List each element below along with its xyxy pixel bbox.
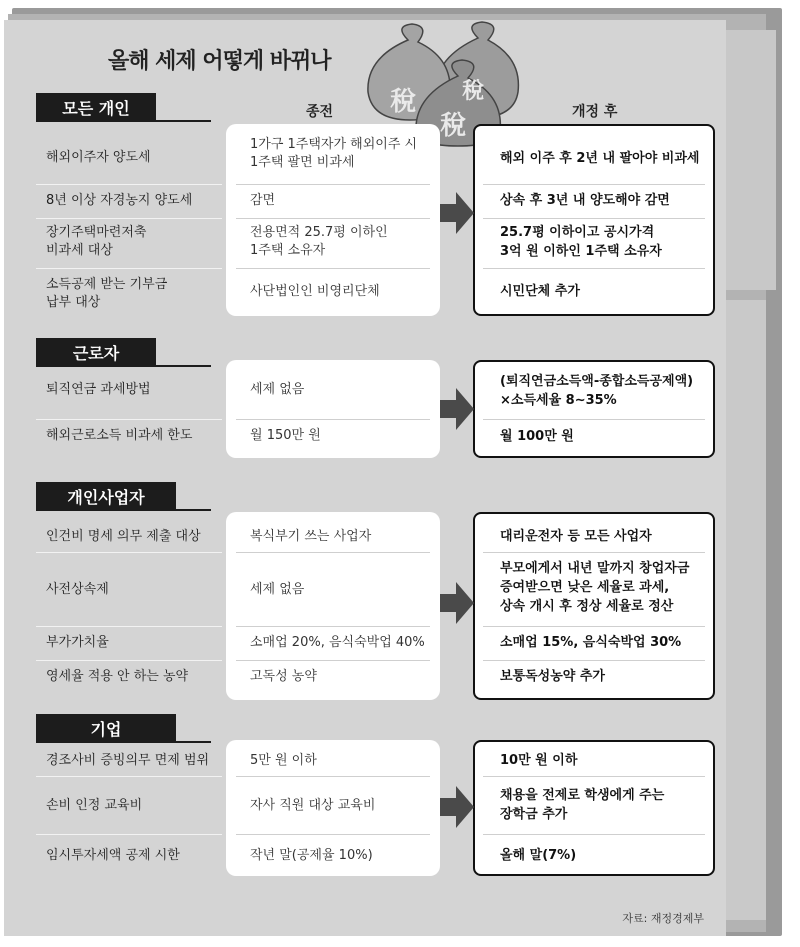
section-underline <box>36 120 211 122</box>
row-before: 세제 없음 <box>250 382 305 397</box>
row-after: 부모에게서 내년 말까지 창업자금 증여받으면 낮은 세율로 과세, 상속 개시 후 정상 세율로 정산 <box>500 561 690 614</box>
row-after: 10만 원 이하 <box>500 753 578 768</box>
paper-fold-tab <box>726 30 776 290</box>
row-divider <box>483 626 705 627</box>
row-before: 세제 없음 <box>250 582 305 597</box>
bag-char-left: 稅 <box>390 87 417 117</box>
row-divider <box>483 218 705 219</box>
section-underline <box>36 741 211 743</box>
row-divider <box>236 834 430 835</box>
row-before: 작년 말(공제율 10%) <box>250 848 373 863</box>
row-divider <box>236 776 430 777</box>
row-item: 퇴직연금 과세방법 <box>46 382 151 397</box>
row-before: 전용면적 25.7평 이하인 1주택 소유자 <box>250 225 388 258</box>
row-divider <box>236 184 430 185</box>
arrow-right-icon <box>440 786 474 828</box>
row-after: 채용을 전제로 학생에게 주는 장학금 추가 <box>500 788 665 822</box>
arrow-right-icon <box>440 192 474 234</box>
row-before: 월 150만 원 <box>250 428 321 443</box>
row-divider <box>236 268 430 269</box>
row-before: 소매업 20%, 음식숙박업 40% <box>250 635 425 650</box>
section-label-all-individuals: 모든 개인 <box>36 93 156 121</box>
page-title: 올해 세제 어떻게 바뀌나 <box>108 49 331 74</box>
row-item: 인건비 명세 의무 제출 대상 <box>46 529 201 544</box>
row-divider <box>36 834 222 835</box>
section-label-corporations: 기업 <box>36 714 176 742</box>
paper-fold-tab-2 <box>726 300 766 920</box>
row-before: 자사 직원 대상 교육비 <box>250 798 376 813</box>
row-after: (퇴직연금소득액-종합소득공제액) ×소득세율 8∼35% <box>500 374 694 408</box>
row-after: 대리운전자 등 모든 사업자 <box>500 529 652 544</box>
section-underline <box>36 365 211 367</box>
row-item: 소득공제 받는 기부금 납부 대상 <box>46 277 168 310</box>
row-before: 5만 원 이하 <box>250 753 317 768</box>
arrow-right-icon <box>440 388 474 430</box>
row-divider <box>236 552 430 553</box>
row-after: 올해 말(7%) <box>500 848 577 863</box>
row-item: 부가가치율 <box>46 635 109 650</box>
row-divider <box>36 419 222 420</box>
row-divider <box>236 218 430 219</box>
row-divider <box>36 776 222 777</box>
section-label-self-employed: 개인사업자 <box>36 482 176 510</box>
row-divider <box>36 552 222 553</box>
row-item: 사전상속제 <box>46 582 109 597</box>
row-item: 해외이주자 양도세 <box>46 150 151 165</box>
row-item: 경조사비 증빙의무 면제 범위 <box>46 753 210 768</box>
bag-char-front: 稅 <box>440 111 467 141</box>
column-header-before: 종전 <box>306 104 334 120</box>
row-divider <box>36 184 222 185</box>
row-divider <box>236 419 430 420</box>
section-label-workers: 근로자 <box>36 338 156 366</box>
row-after: 소매업 15%, 음식숙박업 30% <box>500 635 682 650</box>
row-divider <box>483 419 705 420</box>
bag-char-right: 稅 <box>462 78 485 104</box>
row-item: 임시투자세액 공제 시한 <box>46 848 180 863</box>
row-divider <box>36 218 222 219</box>
row-after: 보통독성농약 추가 <box>500 669 605 684</box>
row-divider <box>36 660 222 661</box>
section-underline <box>36 509 211 511</box>
row-item: 해외근로소득 비과세 한도 <box>46 428 193 443</box>
row-divider <box>236 660 430 661</box>
row-divider <box>483 552 705 553</box>
row-divider <box>483 834 705 835</box>
row-divider <box>36 626 222 627</box>
row-item: 손비 인정 교육비 <box>46 798 143 813</box>
row-divider <box>36 268 222 269</box>
row-item: 영세율 적용 안 하는 농약 <box>46 669 189 684</box>
arrow-right-icon <box>440 582 474 624</box>
row-divider <box>483 184 705 185</box>
row-before: 복식부기 쓰는 사업자 <box>250 529 372 544</box>
row-after: 25.7평 이하이고 공시가격 3억 원 이하인 1주택 소유자 <box>500 225 662 259</box>
row-after: 시민단체 추가 <box>500 284 580 299</box>
source-note: 자료: 재정경제부 <box>622 912 704 925</box>
row-divider <box>483 776 705 777</box>
row-item: 장기주택마련저축 비과세 대상 <box>46 225 147 258</box>
column-header-after: 개정 후 <box>572 104 618 120</box>
row-after: 월 100만 원 <box>500 429 574 444</box>
row-item: 8년 이상 자경농지 양도세 <box>46 193 193 208</box>
row-before: 감면 <box>250 193 276 208</box>
row-divider <box>483 268 705 269</box>
row-divider <box>483 660 705 661</box>
row-divider <box>236 626 430 627</box>
row-before: 고독성 농약 <box>250 669 317 684</box>
row-after: 해외 이주 후 2년 내 팔아야 비과세 <box>500 151 700 166</box>
row-before: 1가구 1주택자가 해외이주 시 1주택 팔면 비과세 <box>250 137 418 170</box>
row-before: 사단법인인 비영리단체 <box>250 284 380 299</box>
row-after: 상속 후 3년 내 양도해야 감면 <box>500 193 670 208</box>
